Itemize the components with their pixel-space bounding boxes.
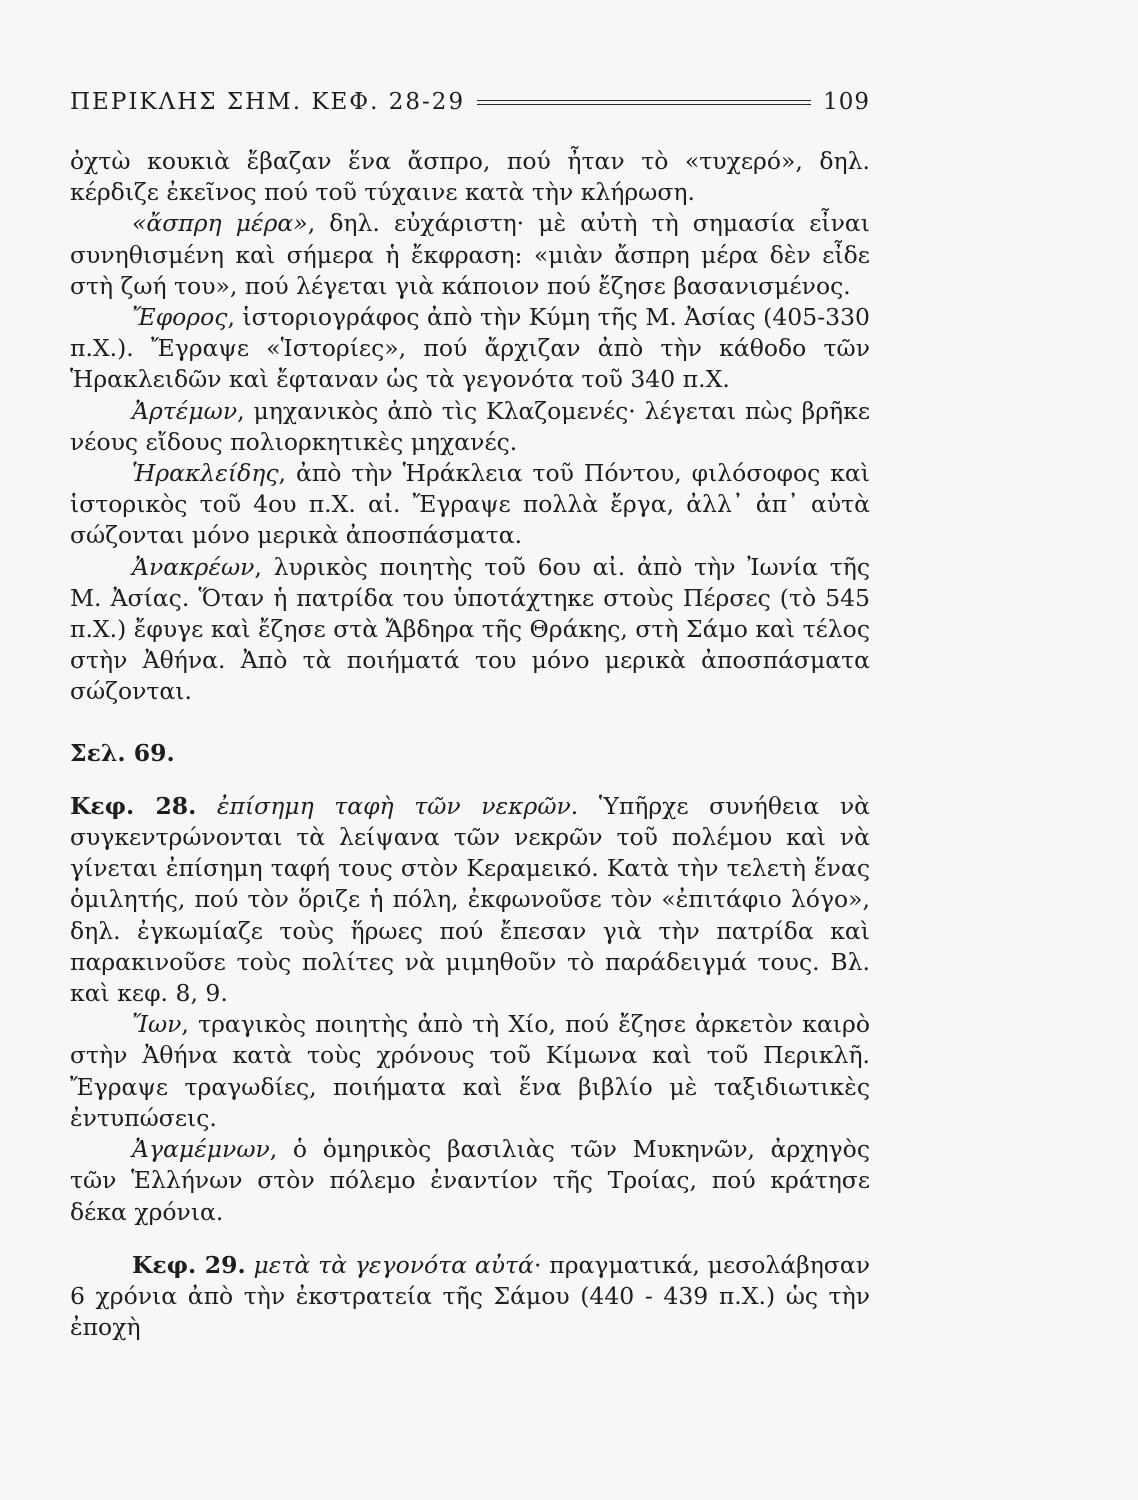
running-header [70,88,870,116]
note-anakreon: Ἀνακρέων, λυρικὸς ποιητὴς τοῦ 6ου αἰ. ἀπὸ τὴν Ἰωνία τῆς Μ. Ἀσίας. Ὅταν ἡ πατρίδα του ὑποτάχτηκε στοὺς Πέρσες (τὸ 545 π.Χ.) ἔφυγε καὶ ἔζησε στὰ Ἄβδηρα τῆς Θράκης, στὴ Σάμο καὶ τέλος στὴν Ἀθήνα. Ἀπὸ τὰ ποιήματά του μόνο μερικὰ ἀποσπάσματα σώζονται. [70,552,870,706]
paragraph-1: ὀχτὼ κουκιὰ ἔβαζαν ἕνα ἄσπρο, πού ἦταν τὸ «τυχερό», δηλ. κέρδιζε ἐκεῖνος πού τοῦ τύχαινε κατὰ τὴν κλήρωση. [70,147,870,207]
note-artemon: Ἀρτέμων, μηχανικὸς ἀπὸ τὶς Κλαζομενές· λέγεται πὼς βρῆκε νέους εἴδους πολιορκητικὲς μηχανές. [70,396,870,456]
note-irakleidis: Ἡρακλείδης, ἀπὸ τὴν Ἡράκλεια τοῦ Πόντου, φιλόσοφος καὶ ἱστορικὸς τοῦ 4ου π.Χ. αἰ. Ἔγραψε πολλὰ ἔργα, ἀλλ᾽ ἀπ᾽ αὐτὰ σώζονται μόνο μερικὰ ἀποσπάσματα. [70,459,870,550]
note-ion: Ἴων, τραγικὸς ποιητὴς ἀπὸ τὴ Χίο, πού ἔζησε ἀρκετὸν καιρὸ στὴν Ἀθήνα κατὰ τοὺς χρόνους τοῦ Κίμωνα καὶ τοῦ Περικλῆ. Ἔγραψε τραγωδίες, ποιήματα καὶ ἕνα βιβλίο μὲ ταξιδιωτικὲς ἐντυπώσεις. [70,1010,870,1132]
running-title: ΠΕΡΙΚΛΗΣ ΣΗΜ. ΚΕΦ. 28-29 [70,89,466,115]
header-rule [477,100,811,105]
note-eforos: Ἔφορος, ἱστοριογράφος ἀπὸ τὴν Κύμη τῆς Μ. Ἀσίας (405-330 π.Χ.). Ἔγραψε «Ἱστορίες», πού ἄρχιζαν ἀπὸ τὴν κάθοδο τῶν Ἡρακλειδῶν καὶ ἔφταναν ὡς τὰ γεγονότα τοῦ 340 π.Χ. [70,303,870,394]
note-chapter-29: Κεφ. 29. μετὰ τὰ γεγονότα αὐτά· πραγματικά, μεσολάβησαν 6 χρόνια ἀπὸ τὴν ἐκστρατεία τῆς Σάμου (440 - 439 π.Χ.) ὡς τὴν ἐποχὴ [70,1250,870,1342]
page-body [70,146,870,1343]
note-agamemnon: Ἀγαμέμνων, ὁ ὁμηρικὸς βασιλιὰς τῶν Μυκηνῶν, ἀρχηγὸς τῶν Ἑλλήνων στὸν πόλεμο ἐναντίον τῆς Τροίας, πού κράτησε δέκα χρόνια. [70,1135,870,1226]
note-aspri-mera: «ἄσπρη μέρα», δηλ. εὐχάριστη· μὲ αὐτὴ τὴ σημασία εἶναι συνηθισμένη καὶ σήμερα ἡ ἔκφραση: «μιὰν ἄσπρη μέρα δὲν εἶδε στὴ ζωή του», πού λέγεται γιὰ κάποιον πού ἔζησε βασανισμένος. [70,209,871,300]
book-page [70,88,871,1342]
note-chapter-28: Κεφ. 28. ἐπίσημη ταφὴ τῶν νεκρῶν. Ὑπῆρχε συνήθεια νὰ συγκεντρώνονται τὰ λείψανα τῶν νεκρῶν τοῦ πολέμου καὶ νὰ γίνεται ἐπίσημη ταφή τους στὸν Κεραμεικό. Κατὰ τὴν τελετὴ ἕνας ὁμιλητής, πού τὸν ὅριζε ἡ πόλη, ἐκφωνοῦσε τὸν «ἐπιτάφιο λόγο», δηλ. ἐγκωμίαζε τοὺς ἥρωες πού ἔπεσαν γιὰ τὴν πατρίδα καὶ παρακινοῦσε τοὺς πολίτες νὰ μιμηθοῦν τὸ παράδειγμά τους. Βλ. καὶ κεφ. 8, 9. [70,791,870,1008]
section-heading-page-69: Σελ. 69. [70,738,175,767]
page-number: 109 [823,89,870,115]
